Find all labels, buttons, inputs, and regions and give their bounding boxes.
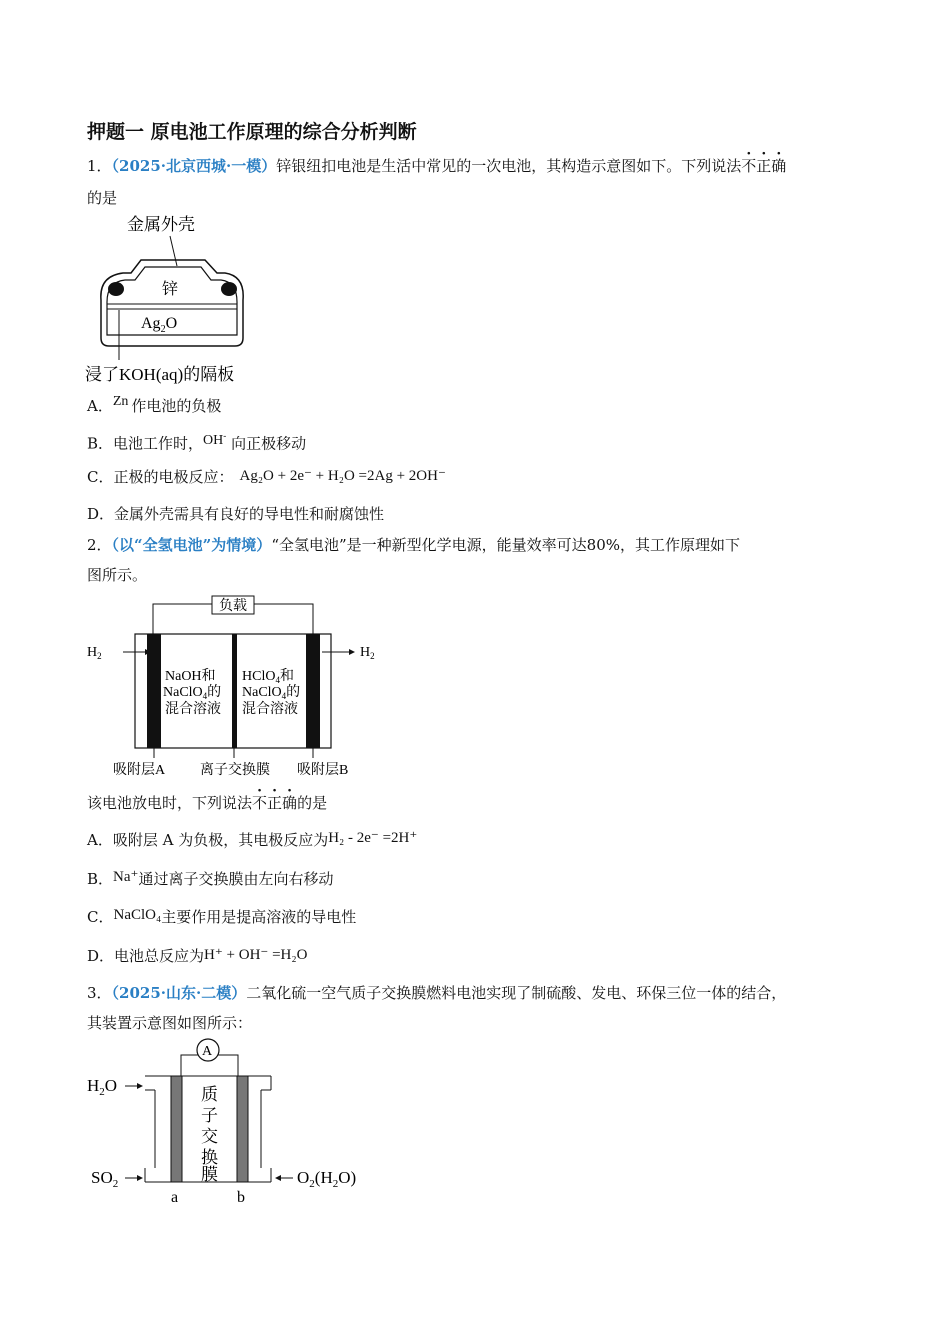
zinc-label: 锌 bbox=[162, 281, 179, 298]
separator-label: 浸了KOH(aq)的隔板 bbox=[85, 365, 235, 384]
left-seal bbox=[108, 282, 124, 296]
electrode-b-label: b bbox=[237, 1189, 245, 1206]
left-solution-line2: NaClO$_4$的 bbox=[163, 685, 222, 701]
electrode-a bbox=[171, 1076, 182, 1182]
q1-battery-figure bbox=[85, 210, 275, 385]
q2-option-d: D．电池总反应为H⁺ + OH⁻ =H₂O bbox=[87, 947, 308, 965]
label-adsorption-a: 吸附层A bbox=[113, 763, 166, 778]
shell-pointer bbox=[170, 236, 177, 266]
q2-stem-line3: 该电池放电时，下列说法不正确的是 bbox=[87, 794, 328, 812]
right-solution-line2: NaClO$_4$的 bbox=[242, 685, 301, 701]
ammeter-label: A bbox=[202, 1044, 213, 1059]
q2-stem-line1: 2．（以“全氢电池”为情境）“全氢电池”是一种新型化学电源，能量效率可达80%，其工作原理如下 bbox=[87, 536, 740, 554]
shell-label: 金属外壳 bbox=[127, 215, 195, 234]
q1-number: 1． bbox=[87, 157, 112, 175]
right-solution-line3: 混合溶液 bbox=[242, 702, 298, 717]
load-label: 负载 bbox=[219, 599, 247, 614]
membrane-label-5: 膜 bbox=[201, 1165, 218, 1184]
q1-stem-line1 bbox=[87, 155, 786, 177]
q2-cell-figure bbox=[85, 592, 385, 782]
adsorption-layer-b bbox=[306, 634, 320, 748]
left-solution-line3: 混合溶液 bbox=[165, 702, 221, 717]
o2-in-label: $O_2(H_2O)$ bbox=[297, 1168, 357, 1190]
ag2o-label: $Ag_2O$ bbox=[141, 315, 178, 335]
ion-exchange-membrane bbox=[232, 634, 237, 748]
q1-stem: 锌银纽扣电池是生活中常见的一次电池，其构造示意图如下。下列说法 bbox=[276, 157, 742, 175]
q1-option-a: A．Zn 作电池的负极 bbox=[87, 394, 222, 415]
membrane-label-2: 子 bbox=[201, 1106, 218, 1125]
q1-stem-line2: 的是 bbox=[87, 189, 118, 207]
left-solution-line1: NaOH和 bbox=[165, 669, 216, 684]
q2-option-a: A．吸附层 A 为负极，其电极反应为H₂ - 2e⁻ =2H⁺ bbox=[87, 830, 418, 849]
q2-option-b: B．Na⁺通过离子交换膜由左向右移动 bbox=[87, 869, 334, 888]
q1-option-c: C．正极的电极反应： Ag₂O + 2e⁻ + H₂O =2Ag + 2OH⁻ bbox=[87, 468, 446, 486]
q2-stem-line2: 图所示。 bbox=[87, 566, 148, 584]
label-membrane: 离子交换膜 bbox=[200, 763, 270, 778]
so2-in-label: $SO_2$ bbox=[91, 1168, 119, 1190]
q2-option-c: C．NaClO₄主要作用是提高溶液的导电性 bbox=[87, 907, 357, 926]
right-solution-line1: HClO$_4$和 bbox=[242, 669, 294, 685]
right-seal bbox=[221, 282, 237, 296]
q1-emph-char: 正 bbox=[756, 157, 772, 175]
h2o-in-label: $H_2O$ bbox=[87, 1076, 118, 1098]
q1-emph-char: 不 bbox=[741, 157, 757, 175]
h2-out-label: $H_2$ bbox=[360, 645, 375, 661]
membrane-label-4: 换 bbox=[201, 1148, 218, 1167]
label-adsorption-b: 吸附层B bbox=[297, 763, 349, 778]
membrane-label-3: 交 bbox=[201, 1127, 218, 1146]
section-heading: 押题一 原电池工作原理的综合分析判断 bbox=[87, 121, 417, 143]
q3-stem-line1: 3．（2025·山东·二模）二氧化硫一空气质子交换膜燃料电池实现了制硫酸、发电、环保三位一体的结合， bbox=[87, 984, 787, 1002]
q1-option-b: B．电池工作时，OH- 向正极移动 bbox=[87, 430, 307, 453]
q1-emph-char: 确 bbox=[771, 157, 787, 175]
outer-shell bbox=[101, 260, 243, 346]
q1-option-d: D．金属外壳需具有良好的导电性和耐腐蚀性 bbox=[87, 505, 385, 523]
electrode-a-label: a bbox=[171, 1189, 179, 1206]
q1-source: （2025·北京西城·一模） bbox=[111, 157, 277, 175]
electrode-b bbox=[237, 1076, 248, 1182]
q3-stem-line2: 其装置示意图如图所示： bbox=[87, 1014, 253, 1032]
h2-in-label: $H_2$ bbox=[87, 645, 102, 661]
membrane-label-1: 质 bbox=[201, 1085, 218, 1104]
q3-fuel-cell-figure bbox=[85, 1038, 375, 1208]
